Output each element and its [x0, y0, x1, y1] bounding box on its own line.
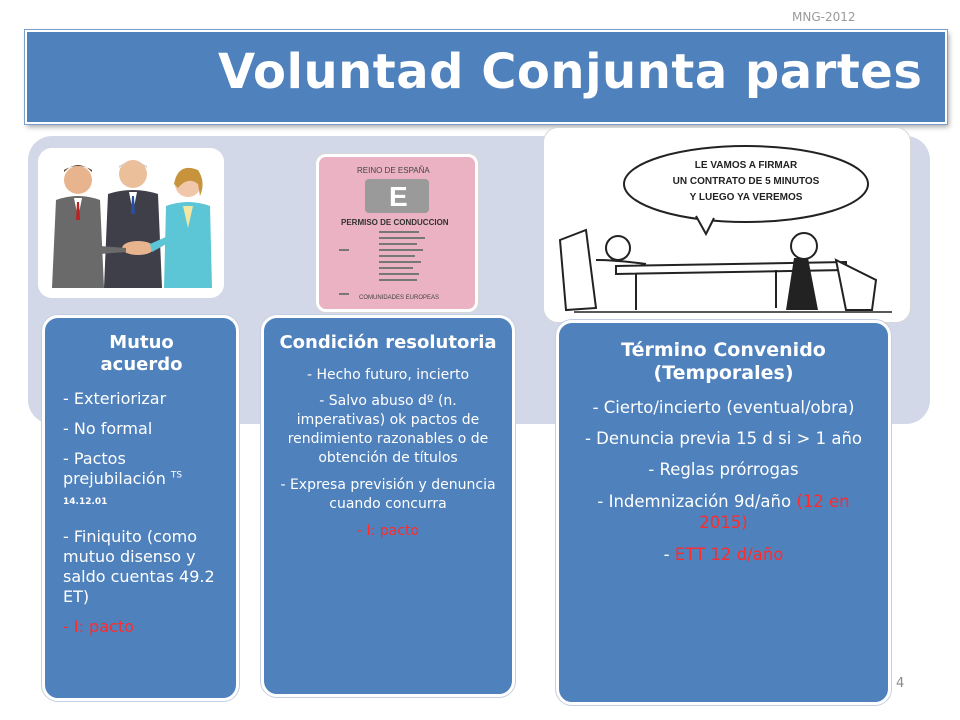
permit-card-illustration — [319, 157, 475, 309]
cartoon-speech-line-1: LE VAMOS A FIRMAR — [694, 160, 798, 171]
mutuo-item-exteriorizar: - Exteriorizar — [63, 389, 167, 409]
cartoon-image — [544, 128, 910, 322]
permit-footer-text: COMUNIDADES EUROPEAS — [359, 295, 440, 301]
slide-title: Voluntad Conjunta partes — [218, 44, 923, 100]
card-termino-title: Término Convenido (Temporales) — [621, 339, 826, 384]
handshake-image — [38, 148, 224, 298]
card-condicion-title: Condición resolutoria — [279, 332, 497, 353]
mutuo-item-pactos — [63, 449, 226, 509]
termino-item-indemnizacion — [575, 491, 872, 534]
termino-indemn-text: - Indemnización 9d/año — [597, 491, 797, 511]
handshake-illustration — [38, 148, 224, 298]
mutuo-pactos-sup: TS — [170, 470, 183, 481]
driving-permit-image — [316, 154, 478, 312]
condicion-item-hecho: - Hecho futuro, incierto — [306, 366, 470, 383]
termino-item-ett — [575, 544, 872, 565]
condicion-item-illicit: - I: pacto — [356, 522, 419, 539]
slide-header-id: MNG-2012 — [792, 10, 856, 24]
card-mutuo-acuerdo — [42, 315, 239, 701]
termino-ett-prefix: - — [663, 544, 675, 564]
condicion-item-salvo: - Salvo abuso dº (n. imperativas) ok pactos de rendimiento razonables o de obtención de títulos — [287, 393, 489, 467]
mutuo-pactos-text: - Pactos prejubilación — [63, 449, 171, 489]
condicion-item-expresa: - Expresa previsión y denuncia cuando concurra — [280, 477, 496, 512]
permit-caption: PERMISO DE CONDUCCION — [341, 218, 449, 227]
mutuo-item-no-formal: - No formal — [63, 419, 153, 439]
card-condicion-resolutoria — [261, 315, 515, 697]
contract-cartoon-illustration — [546, 130, 908, 320]
termino-indemn-red: (12 en 2015) — [699, 491, 850, 533]
termino-item-reglas: - Reglas prórrogas — [648, 460, 799, 480]
cartoon-speech-line-3: Y LUEGO YA VEREMOS — [689, 192, 803, 203]
termino-ett-text: ETT 12 d/año — [674, 544, 784, 564]
cartoon-speech-line-2: UN CONTRATO DE 5 MINUTOS — [672, 176, 820, 187]
page-number: 4 — [896, 676, 905, 691]
card-mutuo-title: Mutuo acuerdo — [100, 332, 183, 375]
card-termino-convenido — [556, 320, 891, 705]
termino-item-cierto: - Cierto/incierto (eventual/obra) — [592, 397, 855, 417]
mutuo-item-illicit: - I: pacto — [63, 617, 134, 637]
permit-letter: E — [389, 181, 408, 212]
permit-country-text: REINO DE ESPAÑA — [357, 166, 430, 175]
mutuo-pactos-ref: 14.12.01 — [63, 497, 108, 508]
mutuo-item-finiquito: - Finiquito (como mutuo disenso y saldo cuentas 49.2 ET) — [63, 527, 215, 607]
termino-item-denuncia: - Denuncia previa 15 d si > 1 año — [584, 429, 863, 449]
